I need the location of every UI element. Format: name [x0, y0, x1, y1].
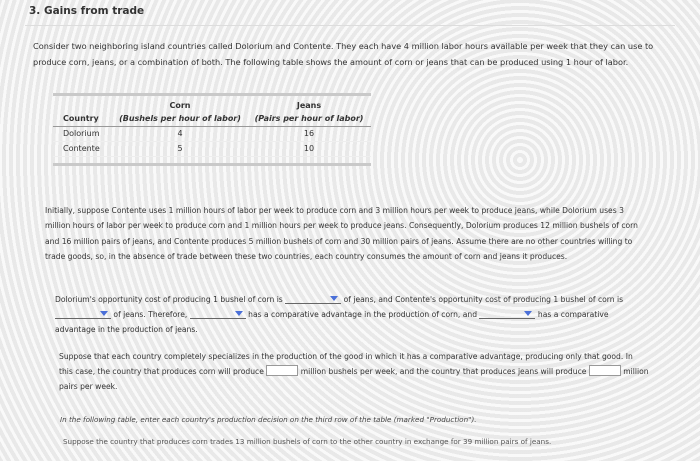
corn-advantage-dropdown[interactable]	[190, 310, 246, 319]
jeans-output-input[interactable]	[589, 365, 621, 376]
chevron-down-icon	[524, 311, 532, 316]
intro-paragraph: Consider two neighboring island countries called Dolorium and Contente. They each have 4 million labor hours available per week that they can use to produce corn, jeans, or a combination of both. The following table shows the amount of corn or jeans that can be produced using 1 hour of labor.	[33, 41, 654, 67]
table-row	[53, 141, 371, 156]
production-table	[53, 93, 371, 166]
header-corn-unit: (Bushels per hour of labor)	[113, 111, 247, 126]
instruction-paragraph: In the following table, enter each country's production decision on the third row of the table (marked "Production").	[60, 415, 477, 424]
jeans-advantage-dropdown[interactable]	[479, 310, 535, 319]
header-jeans: Jeans	[296, 101, 322, 110]
opportunity-cost-paragraph: Dolorium's opportunity cost of producing 1 bushel of corn is of jeans, and Contente's opportunity cost of producing 1 bushel of corn is of jeans. Therefore, has a comparative advantage in the production of corn, and has a comparative advantage in the production of jeans.	[55, 295, 624, 334]
chevron-down-icon	[100, 311, 108, 316]
question-title: 3. Gains from trade	[29, 5, 145, 17]
dolorium-opportunity-cost-dropdown[interactable]	[285, 295, 341, 304]
header-jeans-unit: (Pairs per hour of labor)	[247, 111, 371, 126]
specialization-paragraph: Suppose that each country completely specializes in the production of the good in which it has a comparative advantage, producing only that good. In this case, the country that produces corn will produce million bushels per week, and the country that produces jeans will produce million pairs per week.	[59, 352, 649, 391]
table-row	[53, 126, 371, 141]
header-corn: Corn	[169, 101, 191, 110]
chevron-down-icon	[235, 311, 243, 316]
title-divider	[25, 25, 675, 26]
table-bottom-bar	[53, 163, 371, 166]
trade-paragraph: Suppose the country that produces corn trades 13 million bushels of corn to the other country in exchange for 39 million pairs of jeans.	[63, 437, 552, 446]
chevron-down-icon	[330, 296, 338, 301]
row-country: Contente	[53, 141, 113, 156]
row-jeans: 16	[247, 126, 371, 141]
corn-output-input[interactable]	[266, 365, 298, 376]
row-jeans: 10	[247, 141, 371, 156]
scenario-paragraph: Initially, suppose Contente uses 1 million hours of labor per week to produce corn and 3 million hours per week to produce jeans, while Dolorium uses 3 million hours of labor per week to produce corn and 1 million hours per week to produce jeans. Consequently, Dolorium produces 12 million bushels of corn and 16 million pairs of jeans, and Contente produces 5 million bushels of corn and 30 million pairs of jeans. Assume there are no other countries willing to trade goods, so, in the absence of trade between these two countries, each country consumes the amount of corn and jeans it produces.	[45, 206, 638, 262]
row-corn: 4	[113, 126, 247, 141]
contente-opportunity-cost-dropdown[interactable]	[55, 310, 111, 319]
header-country: Country	[53, 111, 113, 126]
row-corn: 5	[113, 141, 247, 156]
row-country: Dolorium	[53, 126, 113, 141]
